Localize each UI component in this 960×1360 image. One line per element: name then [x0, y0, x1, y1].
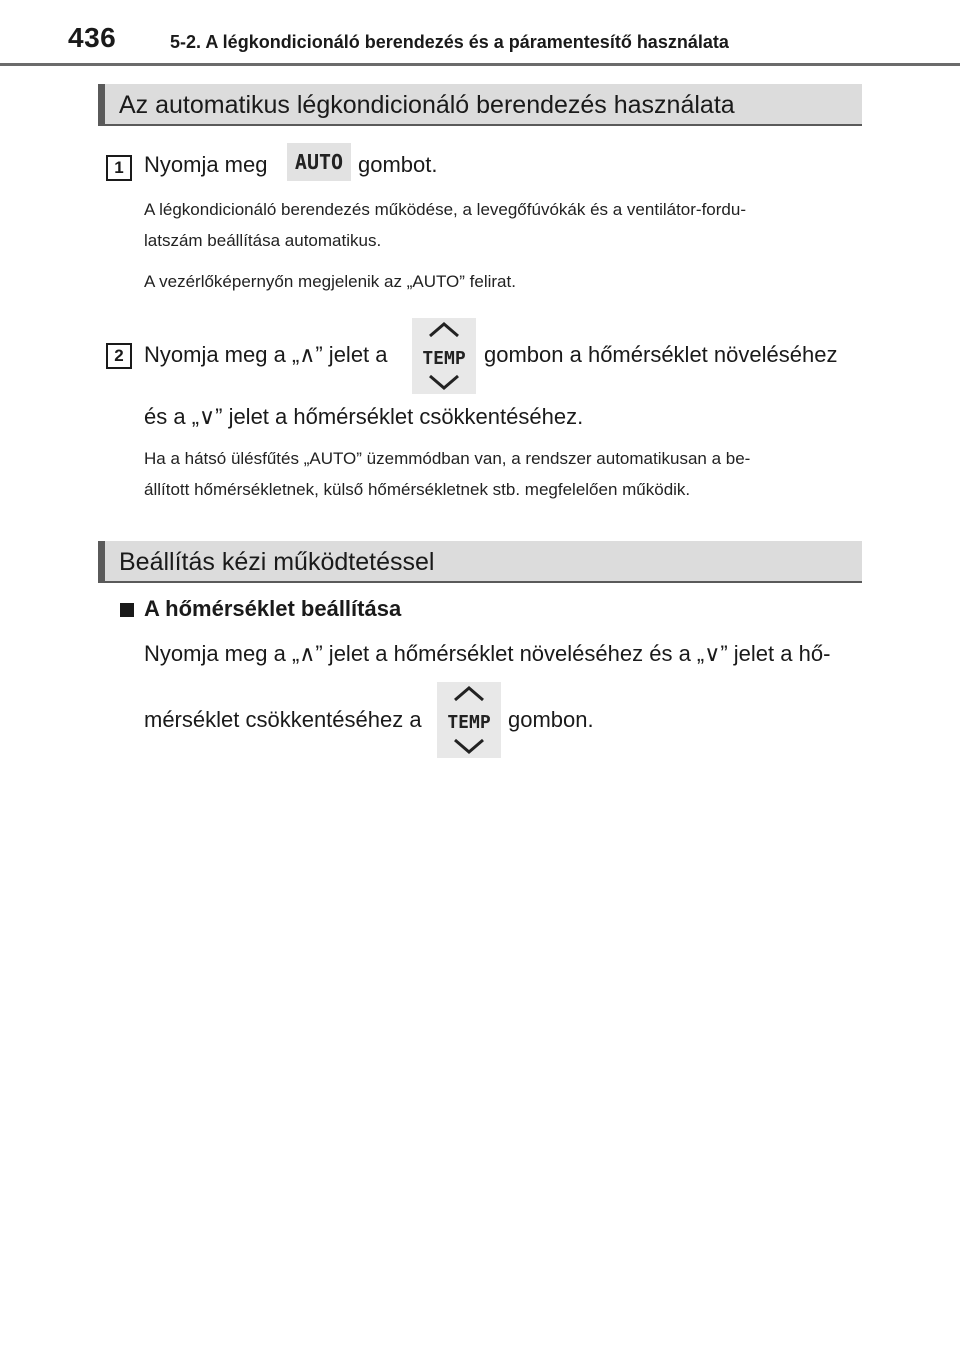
step-1-text-before: Nyomja meg	[144, 152, 268, 177]
step-1-note-line: latszám beállítása automatikus.	[144, 231, 382, 250]
auto-button-icon: AUTO	[287, 143, 351, 181]
section-title: Beállítás kézi működtetéssel	[119, 548, 435, 576]
chevron-up-icon	[430, 324, 458, 336]
step-1-text-after: gombot.	[358, 152, 438, 177]
step-2-text-after: gombon a hőmérséklet növeléséhez	[484, 342, 838, 367]
step-2-note-line: állított hőmérsékletnek, külső hőmérsékletnek stb. megfelelően működik.	[144, 480, 691, 499]
temp-button-icon	[412, 318, 476, 394]
step-2-text-line2: és a „∨” jelet a hőmérséklet csökkentéséhez.	[144, 404, 584, 429]
page-number: 436	[68, 22, 117, 53]
step-1-note-line: A vezérlőképernyőn megjelenik az „AUTO” felirat.	[144, 272, 516, 291]
manual-text-line2-after: gombon.	[508, 707, 594, 732]
temp-button-label: TEMP	[422, 348, 466, 369]
temp-button-icon	[437, 682, 501, 758]
chapter-title: 5-2. A légkondicionáló berendezés és a páramentesítő használata	[170, 32, 729, 52]
step-2-note-line: Ha a hátsó ülésfűtés „AUTO” üzemmódban van, a rendszer automatikusan a be-	[144, 449, 751, 468]
chevron-down-icon	[455, 740, 483, 752]
step-1-note-line: A légkondicionáló berendezés működése, a levegőfúvókák és a ventilátor-fordu-	[144, 200, 746, 219]
section-title: Az automatikus légkondicionáló berendezés használata	[119, 91, 735, 119]
square-bullet-icon	[120, 603, 134, 617]
step-2-text-before: Nyomja meg a „∧” jelet a	[144, 342, 388, 367]
step-number-2: 2	[106, 343, 132, 369]
step-number-1: 1	[106, 155, 132, 181]
chevron-up-icon	[455, 688, 483, 700]
section-heading-manual	[98, 541, 862, 583]
page-header	[0, 0, 960, 70]
subsection-title: A hőmérséklet beállítása	[144, 596, 402, 621]
header-rule	[0, 63, 960, 66]
chevron-down-icon	[430, 376, 458, 388]
manual-text-line1: Nyomja meg a „∧” jelet a hőmérséklet növeléséhez és a „∨” jelet a hő-	[144, 641, 831, 666]
temp-button-label: TEMP	[447, 712, 491, 733]
section-heading-automatic	[98, 84, 862, 126]
manual-text-line2-before: mérséklet csökkentéséhez a	[144, 707, 422, 732]
